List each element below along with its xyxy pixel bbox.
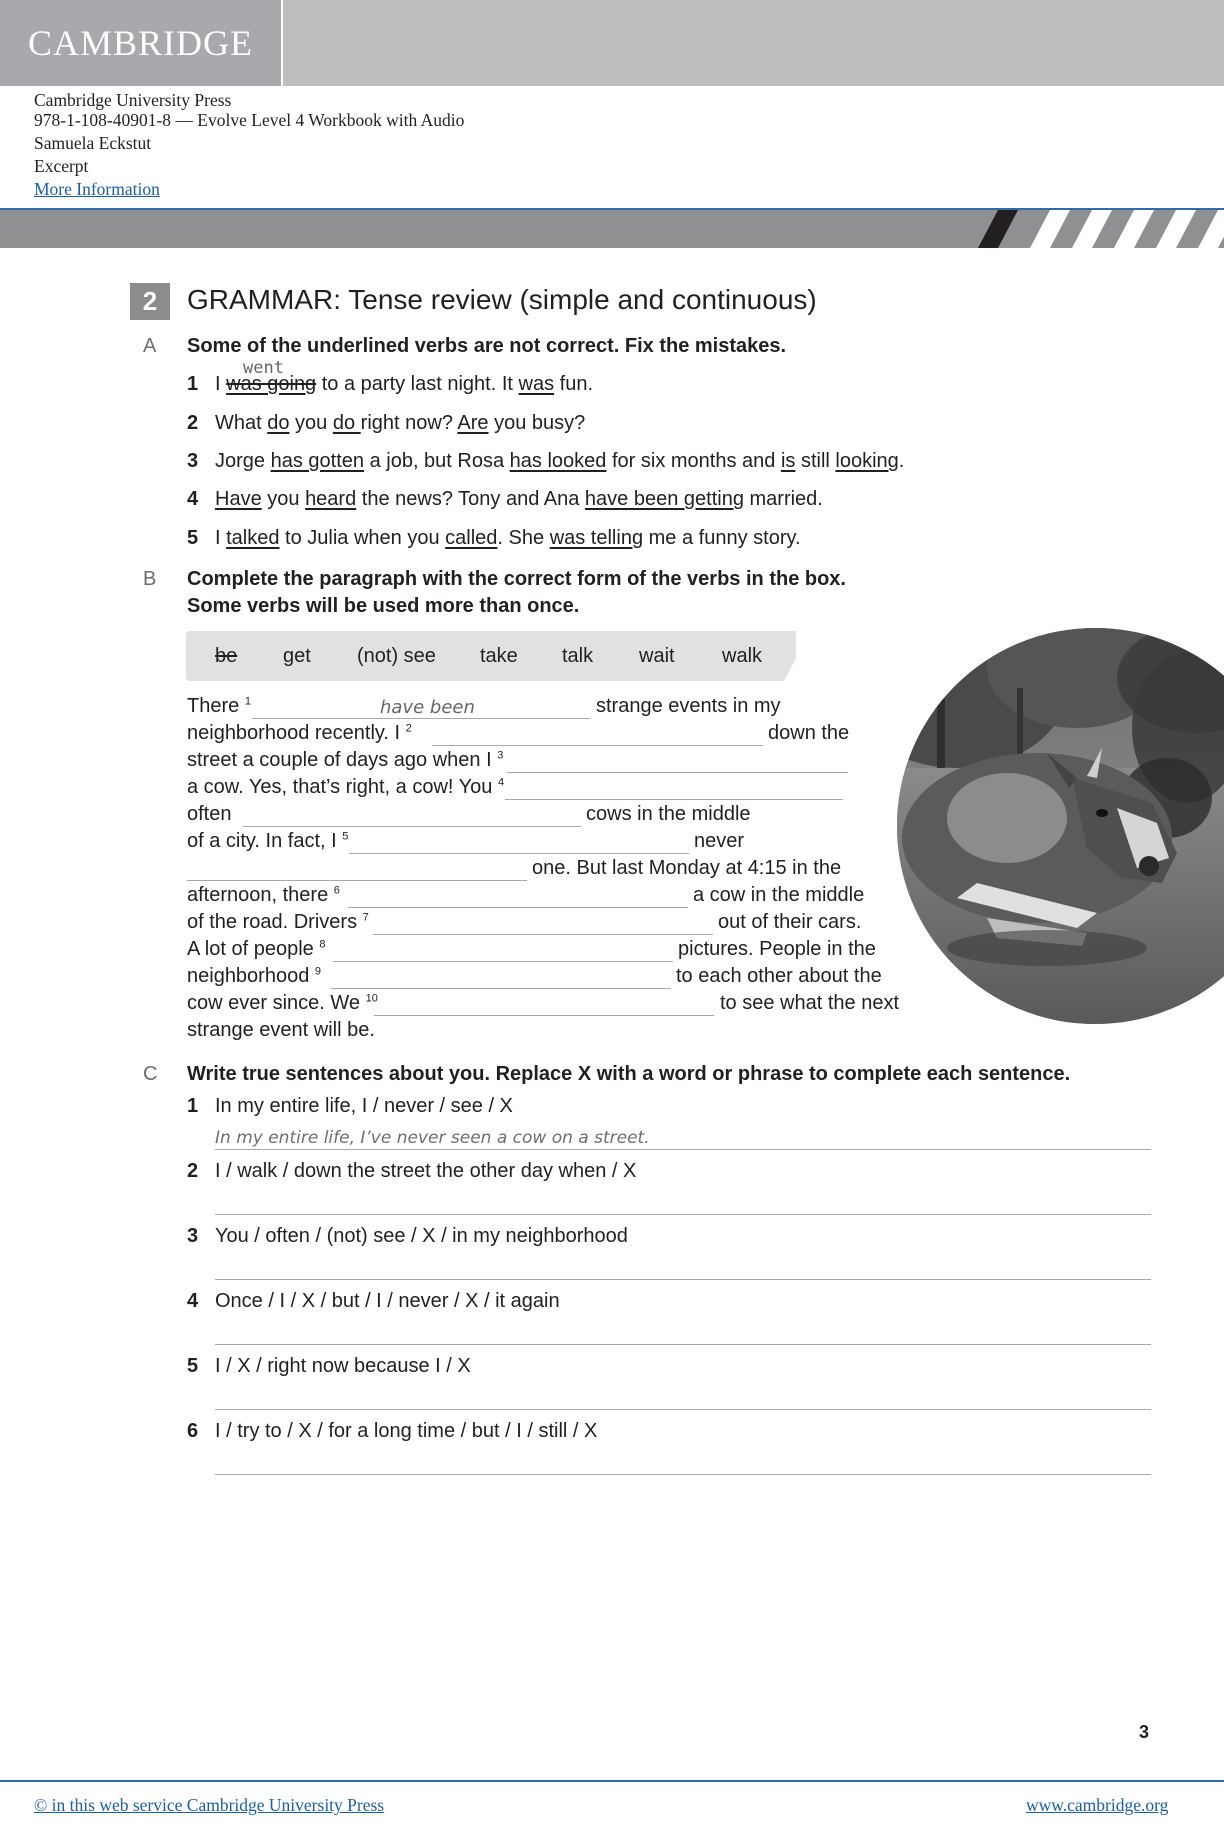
part-b-instruction-1: Complete the paragraph with the correct form of the verbs in the box. xyxy=(187,568,846,590)
part-c-instruction: Write true sentences about you. Replace X with a word or phrase to complete each sentence. xyxy=(187,1063,1071,1085)
paragraph-text: cow ever since. We $^{10}$ xyxy=(187,992,378,1014)
word: get xyxy=(283,645,311,667)
paragraph-text: to see what the next xyxy=(720,992,900,1014)
item-number: 1 xyxy=(187,373,199,395)
section-title: GRAMMAR: Tense review (simple and continuous) xyxy=(187,284,817,315)
answer-blank-5b[interactable] xyxy=(187,856,527,881)
item-number: 1 xyxy=(187,1095,199,1117)
part-b-letter: B xyxy=(143,568,157,590)
word: wait xyxy=(639,645,675,667)
answer-line-c4[interactable] xyxy=(215,1344,1151,1345)
part-a-instruction: Some of the underlined verbs are not correct. Fix the mistakes. xyxy=(187,335,787,357)
website-link[interactable]: www.cambridge.org xyxy=(1026,1795,1169,1815)
answer-blank-2[interactable] xyxy=(432,721,763,746)
cow-on-street-image xyxy=(897,628,1224,1024)
item-number: 4 xyxy=(187,1290,199,1312)
handwritten-correction: went xyxy=(243,358,284,378)
answer-line-c6[interactable] xyxy=(215,1474,1151,1475)
cow-photo xyxy=(897,628,1224,1024)
paragraph-text: to each other about the xyxy=(676,965,882,987)
answer-blank-9[interactable] xyxy=(331,964,671,989)
word: (not) see xyxy=(357,645,436,667)
cambridge-logo: CAMBRIDGE xyxy=(28,23,254,63)
sentence-a2: What do you do right now? Are you busy? xyxy=(215,412,586,434)
footer-divider xyxy=(0,1780,1224,1782)
excerpt-label: Excerpt xyxy=(34,156,89,176)
stripe-band xyxy=(0,210,1224,248)
item-number: 5 xyxy=(187,1355,199,1377)
part-a-letter: A xyxy=(143,335,157,357)
paragraph-text: often xyxy=(187,803,232,825)
paragraph-text: cows in the middle xyxy=(586,803,751,825)
diagonal-stripes-decoration xyxy=(0,210,1224,248)
more-information-link[interactable]: More Information xyxy=(34,179,160,199)
publisher: Cambridge University Press xyxy=(34,90,232,110)
paragraph-text: never xyxy=(694,830,745,852)
prompt-c1: In my entire life, I / never / see / X xyxy=(215,1095,513,1117)
item-number: 2 xyxy=(187,412,199,434)
paragraph-text: There $^1$ xyxy=(187,695,251,717)
answer-blank-5a[interactable] xyxy=(349,829,689,854)
part-c-letter: C xyxy=(143,1063,158,1085)
prompt-c6: I / try to / X / for a long time / but / I / still / X xyxy=(215,1420,598,1442)
section-number: 2 xyxy=(130,283,170,320)
paragraph-text: down the xyxy=(768,722,850,744)
handwritten-answer-c1: In my entire life, I’ve never seen a cow on a street. xyxy=(215,1128,650,1148)
paragraph-text: neighborhood $^9$ xyxy=(187,965,322,987)
part-b-instruction-2: Some verbs will be used more than once. xyxy=(187,595,580,617)
paragraph-text: a cow. Yes, that’s right, a cow! You $^4$ xyxy=(187,776,505,798)
word: talk xyxy=(562,645,594,667)
item-number: 6 xyxy=(187,1420,199,1442)
answer-blank-4b[interactable] xyxy=(243,802,581,827)
item-number: 3 xyxy=(187,450,199,472)
answer-blank-4a[interactable] xyxy=(505,775,843,800)
answer-line-c1[interactable] xyxy=(215,1149,1151,1150)
copyright-link[interactable]: © in this web service Cambridge University Press xyxy=(34,1795,385,1815)
word: walk xyxy=(722,645,763,667)
page-number: 3 xyxy=(1139,1722,1150,1742)
isbn-title: 978-1-108-40901-8 — Evolve Level 4 Workbook with Audio xyxy=(34,110,465,130)
prompt-c3: You / often / (not) see / X / in my neighborhood xyxy=(215,1225,628,1247)
paragraph-text: neighborhood recently. I $^2$ xyxy=(187,722,412,744)
item-number: 2 xyxy=(187,1160,199,1182)
answer-line-c2[interactable] xyxy=(215,1214,1151,1215)
paragraph-text: strange events in my xyxy=(596,695,781,717)
author: Samuela Eckstut xyxy=(34,133,152,153)
sentence-a4: Have you heard the news? Tony and Ana have been getting married. xyxy=(215,488,823,510)
prompt-c5: I / X / right now because I / X xyxy=(215,1355,471,1377)
paragraph-text: pictures. People in the xyxy=(678,938,876,960)
prompt-c4: Once / I / X / but / I / never / X / it again xyxy=(215,1290,560,1312)
paragraph-text: of the road. Drivers $^7$ xyxy=(187,911,369,933)
sentence-a5: I talked to Julia when you called. She was telling me a funny story. xyxy=(215,527,801,549)
paragraph-text: of a city. In fact, I $^5$ xyxy=(187,830,349,852)
paragraph-text: strange event will be. xyxy=(187,1019,375,1041)
item-number: 3 xyxy=(187,1225,199,1247)
answer-line-c5[interactable] xyxy=(215,1409,1151,1410)
answer-blank-10[interactable] xyxy=(374,991,714,1016)
paragraph-text: afternoon, there $^6$ xyxy=(187,884,340,906)
paragraph-text: street a couple of days ago when I $^3$ xyxy=(187,749,504,771)
paragraph-text: A lot of people $^8$ xyxy=(187,938,326,960)
answer-line-c3[interactable] xyxy=(215,1279,1151,1280)
word: take xyxy=(480,645,518,667)
answer-blank-3[interactable] xyxy=(507,748,848,773)
word-be-crossed: be xyxy=(215,645,238,667)
item-number: 4 xyxy=(187,488,199,510)
item-number: 5 xyxy=(187,527,199,549)
sentence-a3: Jorge has gotten a job, but Rosa has looked for six months and is still looking. xyxy=(215,450,905,472)
answer-blank-7[interactable] xyxy=(373,910,713,935)
prompt-c2: I / walk / down the street the other day when / X xyxy=(215,1160,637,1182)
paragraph-text: one. But last Monday at 4:15 in the xyxy=(532,857,842,879)
answer-blank-8[interactable] xyxy=(333,937,673,962)
paragraph-text: a cow in the middle xyxy=(693,884,865,906)
handwritten-answer-1: have been xyxy=(380,697,475,718)
answer-blank-6[interactable] xyxy=(348,883,688,908)
sentence-a1: I was going to a party last night. It was fun. xyxy=(215,373,594,395)
paragraph-text: out of their cars. xyxy=(718,911,862,933)
